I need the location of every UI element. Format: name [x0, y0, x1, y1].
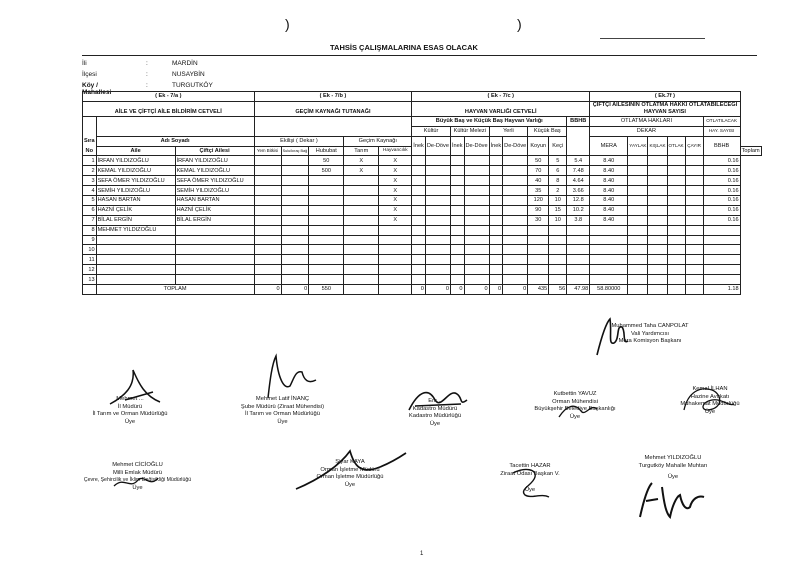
row-tarim: [344, 215, 379, 225]
row-hububat: [309, 176, 344, 186]
koyun-header: Koyun: [528, 136, 549, 156]
signature-name: Mehmet CİCİOĞLU: [112, 462, 163, 468]
signature-yavuz-scribble: [555, 397, 600, 425]
row-ciftci: HAZNİ ÇELİK: [175, 205, 254, 215]
row-hayvancilik: X: [379, 166, 412, 176]
binding-mark-right: ): [517, 16, 522, 32]
row-ciftci: İRFAN YILDIZOĞLU: [175, 156, 254, 166]
hayvan-section-title: HAYVAN VARLIĞI CETVELİ: [412, 101, 590, 116]
table-body: [83, 156, 762, 294]
row-toplam: 12.8: [567, 196, 590, 206]
signature-org: İl Tarım ve Orman Müdürlüğü: [245, 411, 320, 418]
top-rule: [600, 38, 705, 39]
info-value: MARDİN: [172, 60, 198, 67]
ciftci-ailesi-header: Çiftçi Ailesi: [175, 146, 254, 156]
row-mera: 8.40: [590, 205, 628, 215]
signature-org: Büyükşehir Belediye Başkanlığı: [534, 406, 616, 413]
row-tarim: [344, 186, 379, 196]
signature-yavuz: [515, 391, 635, 421]
buyuk-kucuk-header: Büyük Baş ve Küçük Baş Hayvan Varlığı: [412, 116, 567, 126]
info-sep: :: [146, 82, 148, 89]
signature-kaya-scribble: [290, 445, 410, 495]
row-no: 12: [83, 265, 97, 275]
kucuk-bas-header: Küçük Baş: [528, 126, 567, 136]
signature-title: Kadastro Müdürü: [412, 405, 458, 412]
table-row: [83, 166, 762, 176]
table-row: [83, 275, 762, 285]
row-hububat: [309, 205, 344, 215]
signature-title: Orman İşletme Müdürü: [320, 466, 380, 473]
gecim-kaynagi-header: Geçim Kaynağı: [344, 136, 412, 146]
info-value: TURGUTKÖY: [172, 82, 213, 89]
bbhb-header: BBHB: [567, 116, 590, 126]
signature-cicioglu: [70, 462, 205, 492]
signature-hazar-scribble: [505, 463, 555, 503]
info-label: İlçesi: [82, 71, 97, 78]
row-ciftci: SEFA ÖMER YILDIZOĞLU: [175, 176, 254, 186]
row-keci: 8: [549, 176, 567, 186]
row-hububat: 50: [309, 156, 344, 166]
total-kultur-de: 0: [425, 285, 450, 295]
row-mera: 8.40: [590, 186, 628, 196]
row-koyun: 90: [528, 205, 549, 215]
signature-role: Üye: [667, 474, 679, 481]
table-row: [83, 235, 762, 245]
row-no: 1: [83, 156, 97, 166]
total-bbhb: 1.18: [703, 285, 740, 295]
row-aile: KEMAL YILDIZOĞLU: [96, 166, 175, 176]
signature-kaya: [290, 459, 410, 489]
row-keci: 2: [549, 186, 567, 196]
gecim-section-title: GEÇİM KAYNAĞI TUTANAĞI: [254, 101, 412, 116]
bbhb-sub-header: BBHB: [703, 136, 740, 156]
total-mera: 58.80000: [590, 285, 628, 295]
signature-role: Mera Komisyon Başkanı: [618, 338, 682, 345]
row-bbhb: 0.16: [703, 156, 740, 166]
signature-tarim: [75, 396, 185, 426]
inek-header: İnek: [412, 136, 426, 156]
total-melez-de: 0: [464, 285, 489, 295]
dekar-header: DEKAR: [590, 126, 703, 136]
signature-title: Turgutköy Mahalle Muhtarı: [638, 462, 708, 469]
table-row: [83, 176, 762, 186]
row-aile: MEHMET YILDIZOĞLU: [96, 225, 175, 235]
row-toplam: 4.64: [567, 176, 590, 186]
row-no: 7: [83, 215, 97, 225]
row-ciftci: SEMİH YILDIZOĞLU: [175, 186, 254, 196]
signature-title: İl Müdürü: [117, 403, 143, 410]
row-aile: HAZNİ ÇELİK: [96, 205, 175, 215]
table-row: [83, 205, 762, 215]
row-bbhb: 0.16: [703, 166, 740, 176]
signature-role: Üye: [277, 418, 288, 425]
row-koyun: 50: [528, 156, 549, 166]
signature-role: Üye: [429, 420, 441, 427]
otlatma-section-title: ÇİFTÇİ AİLESİNİN OTLATMA HAKKI OTLATABİLECEĞİ HAYVAN SAYISI: [590, 101, 740, 116]
info-label: İli: [82, 60, 87, 67]
table-row: [83, 255, 762, 265]
signature-yildizoglu-scribble: [632, 477, 712, 525]
table-row: [83, 196, 762, 206]
signature-title: Milli Emlak Müdürü: [113, 469, 162, 476]
signature-title: Şube Müdürü (Ziraat Mühendisi): [240, 403, 325, 410]
row-hayvancilik: X: [379, 205, 412, 215]
row-aile: SEMİH YILDIZOĞLU: [96, 186, 175, 196]
allocation-table: [82, 91, 762, 295]
signature-canpolat-scribble: [592, 315, 632, 363]
row-bbhb: 0.16: [703, 176, 740, 186]
signature-title: Hazine Avukatı: [690, 393, 730, 400]
aile-section-title: AİLE VE ÇİFTÇİ AİLE BİLDİRİM CETVELİ: [83, 101, 255, 116]
row-hayvancilik: X: [379, 156, 412, 166]
signature-title: Vali Yardımcısı: [630, 330, 669, 337]
otlatilacak-header: OTLATILACAK: [703, 116, 740, 126]
row-hayvancilik: X: [379, 186, 412, 196]
total-koyun: 435: [528, 285, 549, 295]
signature-inanc: [225, 396, 340, 426]
ekilisi-header: Ekilişi ( Dekar ): [254, 136, 344, 146]
cayir-header: ÇAYIR: [685, 136, 703, 156]
row-ciftci: BİLAL ERGİN: [175, 215, 254, 225]
ek7c-label: ( Ek - 7/c ): [412, 92, 590, 102]
ek7b-label: ( Ek - 7/b ): [254, 92, 412, 102]
info-label: Köy / Mahallesi: [82, 82, 112, 96]
signature-name: Mehmet ...: [116, 396, 144, 402]
row-no: 10: [83, 245, 97, 255]
signature-role: Üye: [569, 413, 581, 420]
signature-org: Orman İşletme Müdürlüğü: [316, 474, 384, 481]
row-aile: SEFA ÖMER YILDIZOĞLU: [96, 176, 175, 186]
row-toplam: 7.48: [567, 166, 590, 176]
signature-cicioglu-scribble: [110, 468, 160, 494]
signature-ilhan: [660, 386, 760, 416]
signature-role: Üye: [344, 481, 356, 488]
row-ciftci: HASAN BARTAN: [175, 196, 254, 206]
row-mera: 8.40: [590, 166, 628, 176]
signature-ilhan-scribble: [678, 380, 738, 420]
row-keci: 10: [549, 196, 567, 206]
row-koyun: 35: [528, 186, 549, 196]
totals-row: [83, 285, 762, 295]
hububat-header: Hububat: [309, 146, 344, 156]
row-no: 3: [83, 176, 97, 186]
signature-name: Tacettin HAZAR: [509, 463, 551, 469]
row-tarim: X: [344, 166, 379, 176]
yerli-header: Yerli: [489, 126, 528, 136]
row-koyun: 70: [528, 166, 549, 176]
table-row: [83, 156, 762, 166]
otlatma-haklari-header: OTLATMA HAKLARI: [590, 116, 703, 126]
row-ciftci: KEMAL YILDIZOĞLU: [175, 166, 254, 176]
signature-name: Em...: [428, 398, 442, 404]
row-mera: 8.40: [590, 215, 628, 225]
signature-role: Üye: [132, 484, 143, 491]
ek7a-label: ( Ek - 7/a ): [83, 92, 255, 102]
hay-sayisi-header: HAY. SAYISI: [703, 126, 740, 136]
row-hayvancilik: X: [379, 215, 412, 225]
de-dove-header: De-Döve: [464, 136, 489, 156]
total-yem: 0: [254, 285, 281, 295]
toplam-header: Toplam: [741, 148, 760, 154]
hayvancilik-header: Hayvancılık: [379, 146, 412, 156]
row-aile: İRFAN YILDIZOĞLU: [96, 156, 175, 166]
yaylak-header: YAYLAK: [628, 136, 648, 156]
totals-label: TOPLAM: [96, 285, 254, 295]
signature-title: Orman Mühendisi: [552, 398, 598, 405]
table-row: [83, 245, 762, 255]
page-title: TAHSİS ÇALIŞMALARINA ESAS OLACAK: [330, 43, 478, 52]
signature-yildizoglu: [618, 455, 728, 482]
signature-org: İl Tarım ve Orman Müdürlüğü: [92, 411, 168, 418]
signature-title: Ziraat Odası Başkan V.: [500, 470, 560, 477]
no-header: No: [83, 146, 97, 156]
row-tarim: [344, 176, 379, 186]
row-keci: 6: [549, 166, 567, 176]
aile-header: Aile: [96, 146, 175, 156]
row-hububat: 500: [309, 166, 344, 176]
mera-header: MERA: [590, 136, 628, 156]
signature-kadastro: [385, 398, 485, 428]
total-keci: 56: [549, 285, 567, 295]
signature-name: Kutbettin YAVUZ: [553, 391, 597, 397]
tarim-header: Tarım: [344, 146, 379, 156]
sira-header: Sıra: [84, 138, 95, 145]
kultur-header: Kültür: [412, 126, 451, 136]
signature-org: Çevre, Şehircilik ve İklim Değişikliği Müdürlüğü: [83, 477, 192, 484]
info-value: NUSAYBİN: [172, 71, 205, 78]
total-melez-inek: 0: [450, 285, 464, 295]
total-toplam: 47.98: [567, 285, 590, 295]
row-toplam: 5.4: [567, 156, 590, 166]
yem-bitkisi-header: Yem Bitkisi: [254, 146, 281, 156]
row-no: 5: [83, 196, 97, 206]
signature-role: Üye: [704, 408, 716, 415]
row-aile: HASAN BARTAN: [96, 196, 175, 206]
adi-soyadi-header: Adı Soyadı: [96, 136, 254, 146]
row-hayvancilik: X: [379, 196, 412, 206]
row-bbhb: 0.16: [703, 186, 740, 196]
signature-hazar: [480, 463, 580, 495]
signature-inanc-scribble: [260, 350, 320, 402]
signature-role: Üye: [524, 487, 536, 494]
row-aile: BİLAL ERGİN: [96, 215, 175, 225]
row-mera: 8.40: [590, 176, 628, 186]
row-toplam: 3.66: [567, 186, 590, 196]
title-rule: [82, 55, 757, 56]
signature-canpolat: [590, 323, 710, 346]
kultur-melezi-header: Kültür Melezi: [450, 126, 489, 136]
signature-org: Kadastro Müdürlüğü: [408, 413, 462, 420]
table-row: [83, 265, 762, 275]
row-no: 2: [83, 166, 97, 176]
table-row: [83, 225, 762, 235]
table-row: [83, 186, 762, 196]
signature-name: Şiyar KAYA: [335, 459, 365, 465]
otlak-header: OTLAK: [667, 136, 685, 156]
signature-name: Mehmet YILDIZOĞLU: [644, 455, 702, 461]
total-kultur-inek: 0: [412, 285, 426, 295]
row-koyun: 30: [528, 215, 549, 225]
binding-mark-left: ): [285, 16, 290, 32]
inek-header: İnek: [450, 136, 464, 156]
signature-name: Kemal İLHAN: [692, 386, 728, 392]
row-keci: 15: [549, 205, 567, 215]
row-no: 4: [83, 186, 97, 196]
row-no: 6: [83, 205, 97, 215]
row-no: 8: [83, 225, 97, 235]
info-sep: :: [146, 60, 148, 67]
total-yerli-de: 0: [503, 285, 528, 295]
kislak-header: KIŞLAK: [648, 136, 667, 156]
row-no: 9: [83, 235, 97, 245]
signature-tarim-scribble: [105, 366, 165, 416]
total-sulu: 0: [281, 285, 309, 295]
row-hububat: [309, 186, 344, 196]
row-mera: 8.40: [590, 156, 628, 166]
signature-kadastro-scribble: [405, 380, 470, 420]
signature-name: Mehmet Latif İNANÇ: [255, 396, 310, 402]
signature-org: Muhakemat Müdürlüğü: [680, 401, 740, 408]
info-sep: :: [146, 71, 148, 78]
total-yerli-inek: 0: [489, 285, 503, 295]
row-keci: 5: [549, 156, 567, 166]
row-no: 13: [83, 275, 97, 285]
row-no: 11: [83, 255, 97, 265]
row-toplam: 3.8: [567, 215, 590, 225]
row-koyun: 40: [528, 176, 549, 186]
page-number: 1: [420, 551, 424, 557]
row-bbhb: 0.16: [703, 205, 740, 215]
ek7f-label: ( Ek.7f ): [590, 92, 740, 102]
de-dove-header: De-Döve: [425, 136, 450, 156]
signature-role: Üye: [124, 418, 136, 425]
inek-header: İnek: [489, 136, 503, 156]
row-tarim: [344, 205, 379, 215]
signature-name: Muhammed Taha CANPOLAT: [611, 323, 689, 329]
row-koyun: 120: [528, 196, 549, 206]
table-row: [83, 215, 762, 225]
keci-header: Keçi: [549, 136, 567, 156]
row-mera: 8.40: [590, 196, 628, 206]
row-tarim: [344, 196, 379, 206]
row-hububat: [309, 196, 344, 206]
de-dove-header: De-Döve: [503, 136, 528, 156]
row-keci: 10: [549, 215, 567, 225]
row-tarim: X: [344, 156, 379, 166]
row-hububat: [309, 215, 344, 225]
sulu-header: Sulu/kıraç Bağ: [281, 146, 309, 156]
total-hububat: 550: [309, 285, 344, 295]
row-toplam: 10.2: [567, 205, 590, 215]
row-hayvancilik: X: [379, 176, 412, 186]
row-bbhb: 0.16: [703, 196, 740, 206]
row-bbhb: 0.16: [703, 215, 740, 225]
